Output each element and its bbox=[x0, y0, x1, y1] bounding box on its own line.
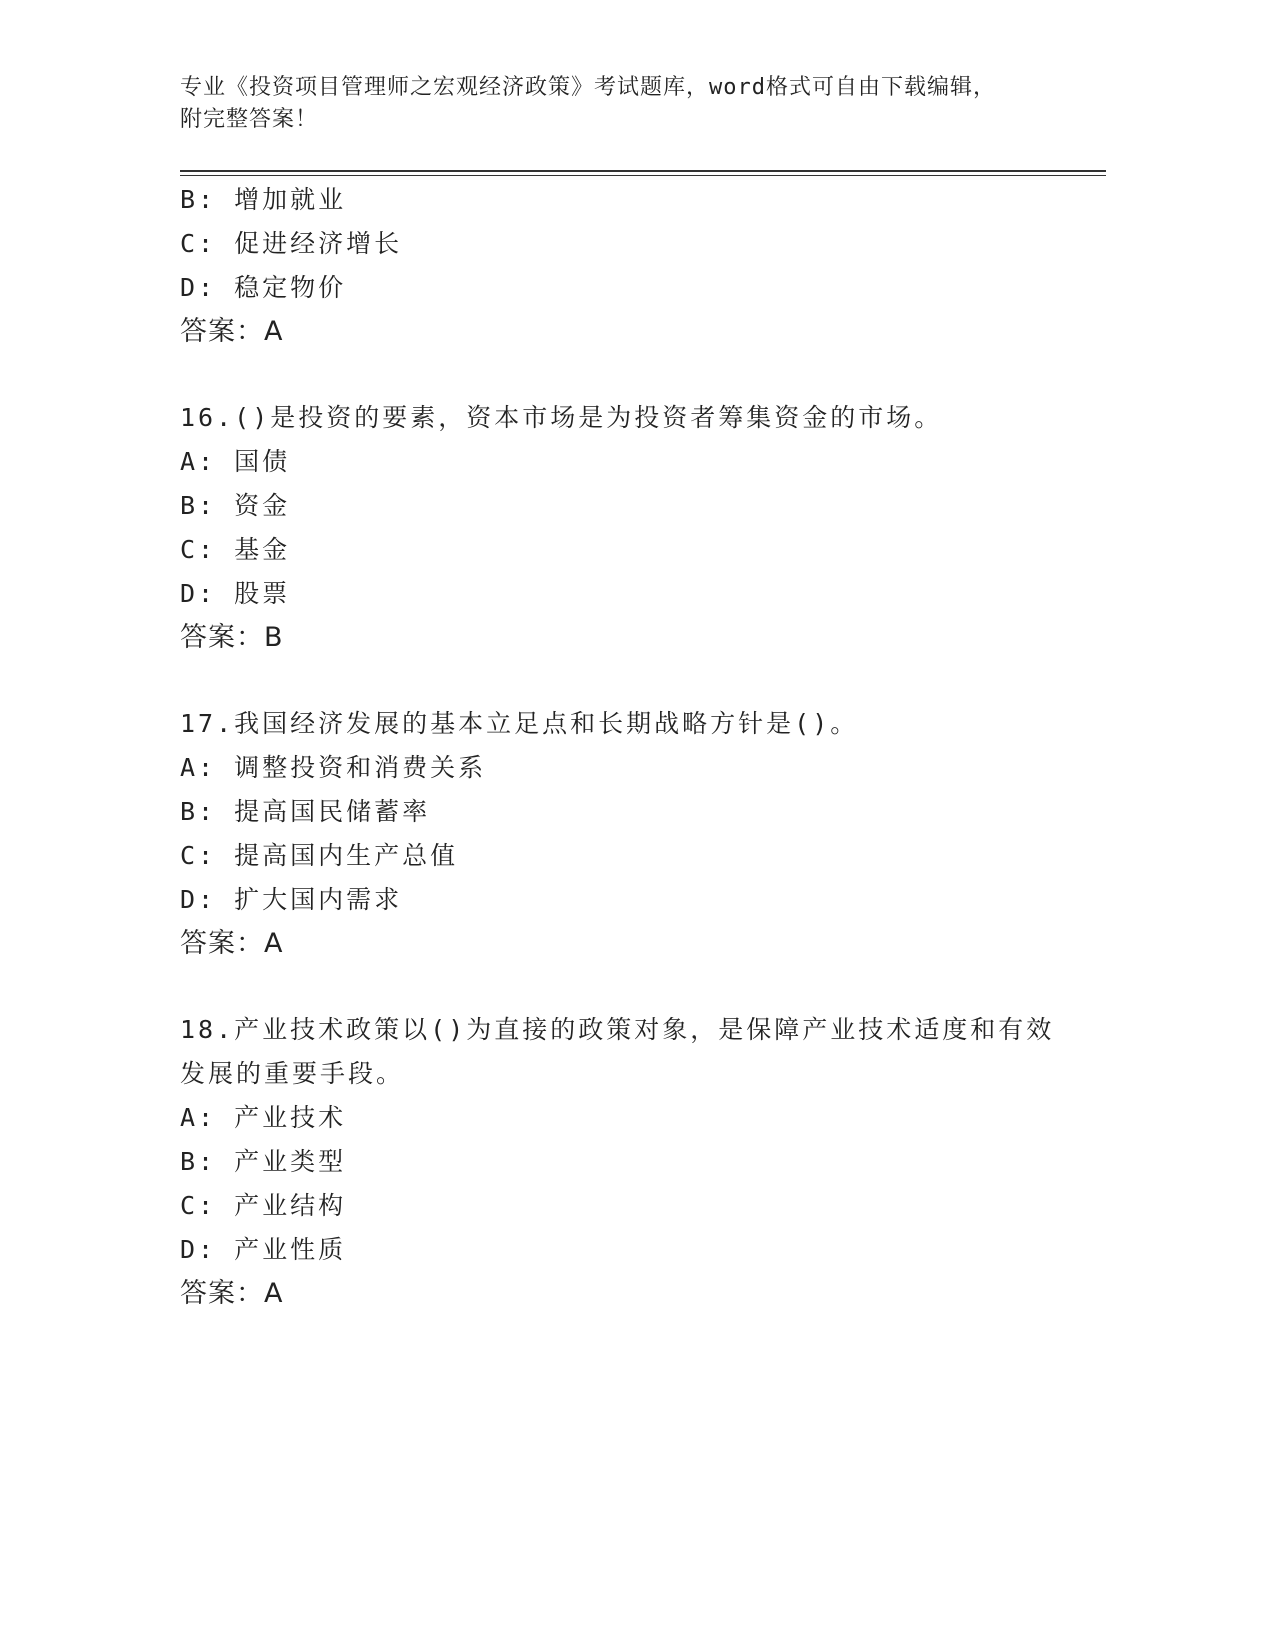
option-c: C: 促进经济增长 bbox=[180, 229, 403, 258]
answer-label: 答案：A bbox=[180, 928, 284, 959]
header-line-1: 专业《投资项目管理师之宏观经济政策》考试题库，word格式可自由下载编辑， bbox=[180, 75, 996, 100]
question-stem-line-2: 发展的重要手段。 bbox=[180, 1059, 405, 1088]
question-block-18 bbox=[180, 1008, 1106, 1316]
header-line-2: 附完整答案！ bbox=[180, 107, 319, 132]
option-d: D: 产业性质 bbox=[180, 1235, 347, 1264]
answer-label: 答案：B bbox=[180, 622, 284, 653]
option-b: B: 资金 bbox=[180, 491, 291, 520]
answer-label: 答案：A bbox=[180, 316, 284, 347]
option-c: C: 产业结构 bbox=[180, 1191, 347, 1220]
header-divider-thin bbox=[180, 175, 1106, 176]
option-d: D: 股票 bbox=[180, 579, 291, 608]
option-a: A: 产业技术 bbox=[180, 1103, 347, 1132]
question-list bbox=[180, 178, 1106, 1316]
option-a: A: 国债 bbox=[180, 447, 291, 476]
option-b: B: 产业类型 bbox=[180, 1147, 347, 1176]
option-b: B: 提高国民储蓄率 bbox=[180, 797, 431, 826]
question-stem-line-1: 18.产业技术政策以()为直接的政策对象，是保障产业技术适度和有效 bbox=[180, 1015, 1055, 1044]
question-block-16 bbox=[180, 396, 1106, 660]
option-d: D: 扩大国内需求 bbox=[180, 885, 403, 914]
question-block-17 bbox=[180, 702, 1106, 966]
question-stem: 16.()是投资的要素，资本市场是为投资者筹集资金的市场。 bbox=[180, 403, 943, 432]
option-d: D: 稳定物价 bbox=[180, 273, 347, 302]
question-stem: 17.我国经济发展的基本立足点和长期战略方针是()。 bbox=[180, 709, 859, 738]
option-c: C: 提高国内生产总值 bbox=[180, 841, 459, 870]
option-c: C: 基金 bbox=[180, 535, 291, 564]
header-divider-thick bbox=[180, 170, 1106, 172]
answer-label: 答案：A bbox=[180, 1278, 284, 1309]
question-block-15 bbox=[180, 178, 1106, 354]
option-a: A: 调整投资和消费关系 bbox=[180, 753, 487, 782]
option-b: B: 增加就业 bbox=[180, 185, 347, 214]
document-header bbox=[180, 72, 1080, 136]
